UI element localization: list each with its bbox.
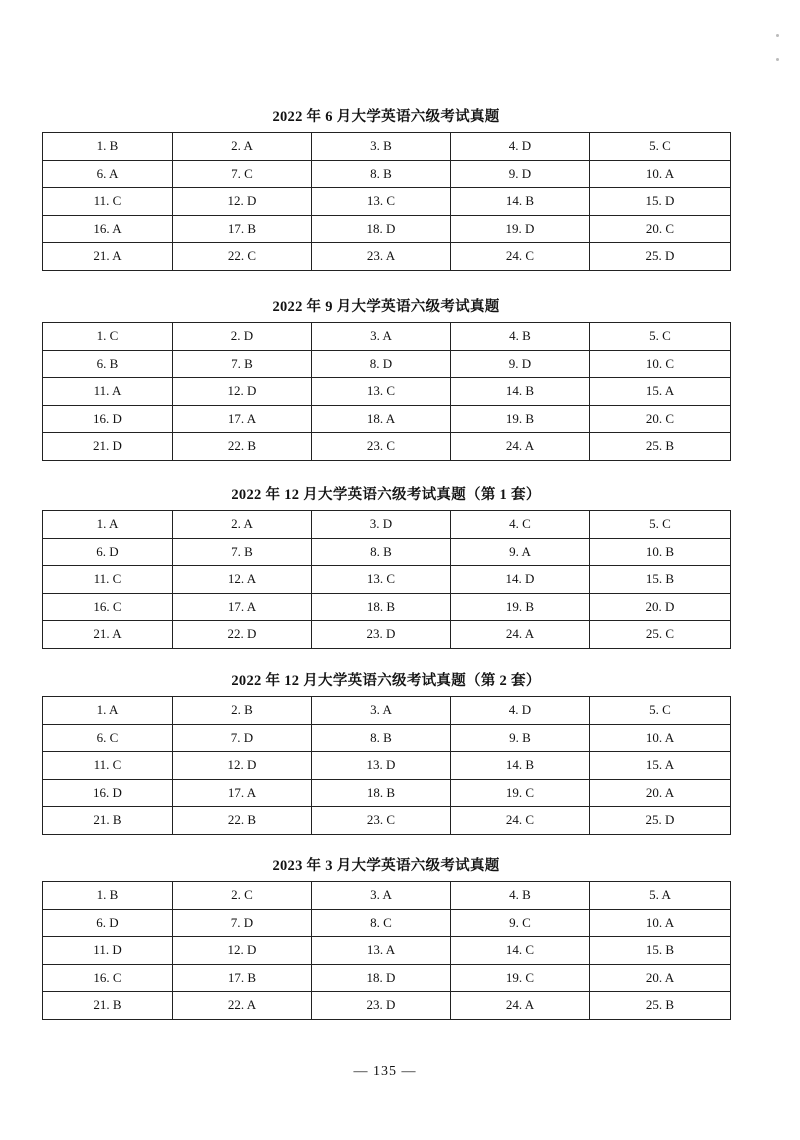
answer-cell: 10. B [590, 538, 731, 566]
answer-cell: 11. D [43, 937, 173, 965]
answer-cell: 11. C [43, 752, 173, 780]
answer-cell: 4. D [451, 133, 590, 161]
answer-cell: 19. C [451, 779, 590, 807]
answer-cell: 17. B [173, 964, 312, 992]
answer-cell: 1. A [43, 697, 173, 725]
answer-cell: 9. D [451, 350, 590, 378]
answer-cell: 4. B [451, 882, 590, 910]
answer-cell: 25. B [590, 433, 731, 461]
answer-cell: 5. C [590, 133, 731, 161]
answer-cell: 9. B [451, 724, 590, 752]
answer-cell: 12. D [173, 752, 312, 780]
answer-cell: 2. B [173, 697, 312, 725]
answer-cell: 5. C [590, 511, 731, 539]
answer-cell: 23. A [312, 243, 451, 271]
answer-cell: 2. C [173, 882, 312, 910]
answer-cell: 10. A [590, 160, 731, 188]
answer-cell: 25. D [590, 243, 731, 271]
section-title: 2022 年 12 月大学英语六级考试真题（第 1 套） [231, 487, 541, 503]
answer-cell: 5. A [590, 882, 731, 910]
answer-cell: 20. D [590, 593, 731, 621]
answer-cell: 20. C [590, 405, 731, 433]
answer-cell: 8. B [312, 538, 451, 566]
answer-table [42, 510, 731, 649]
answer-cell: 11. C [43, 566, 173, 594]
answer-cell: 1. B [43, 133, 173, 161]
answer-cell: 10. A [590, 724, 731, 752]
answer-cell: 17. A [173, 779, 312, 807]
answer-cell: 24. C [451, 243, 590, 271]
section-title: 2022 年 9 月大学英语六级考试真题 [272, 299, 500, 315]
answer-cell: 11. C [43, 188, 173, 216]
answer-cell: 3. B [312, 133, 451, 161]
table-row [43, 511, 731, 539]
answer-table [42, 881, 731, 1020]
answer-cell: 6. C [43, 724, 173, 752]
page-number: — 135 — [353, 1064, 417, 1079]
answer-cell: 7. B [173, 350, 312, 378]
answer-cell: 1. A [43, 511, 173, 539]
answer-cell: 20. A [590, 779, 731, 807]
answer-cell: 23. D [312, 992, 451, 1020]
table-row [43, 350, 731, 378]
answer-table [42, 696, 731, 835]
answer-cell: 21. B [43, 992, 173, 1020]
table-row [43, 566, 731, 594]
table-row [43, 405, 731, 433]
answer-cell: 22. D [173, 621, 312, 649]
answer-cell: 5. C [590, 697, 731, 725]
table-row [43, 538, 731, 566]
answer-cell: 24. A [451, 433, 590, 461]
answer-cell: 16. D [43, 405, 173, 433]
answer-cell: 8. D [312, 350, 451, 378]
answer-cell: 15. B [590, 937, 731, 965]
table-row [43, 909, 731, 937]
answer-cell: 23. D [312, 621, 451, 649]
answer-cell: 9. A [451, 538, 590, 566]
answer-cell: 18. B [312, 779, 451, 807]
answer-cell: 22. B [173, 433, 312, 461]
answer-cell: 22. B [173, 807, 312, 835]
table-row [43, 937, 731, 965]
answer-cell: 8. B [312, 724, 451, 752]
answer-cell: 22. C [173, 243, 312, 271]
table-row [43, 133, 731, 161]
table-row [43, 378, 731, 406]
answer-cell: 10. A [590, 909, 731, 937]
table-row [43, 964, 731, 992]
answer-cell: 20. C [590, 215, 731, 243]
section-title: 2022 年 6 月大学英语六级考试真题 [272, 109, 500, 125]
answer-cell: 4. B [451, 323, 590, 351]
answer-cell: 8. C [312, 909, 451, 937]
answer-cell: 23. C [312, 433, 451, 461]
answer-cell: 9. D [451, 160, 590, 188]
answer-cell: 13. D [312, 752, 451, 780]
answer-cell: 17. A [173, 593, 312, 621]
answer-cell: 1. B [43, 882, 173, 910]
answer-cell: 14. B [451, 188, 590, 216]
table-row [43, 807, 731, 835]
answer-cell: 18. D [312, 215, 451, 243]
answer-cell: 14. B [451, 378, 590, 406]
answer-cell: 16. C [43, 964, 173, 992]
answer-cell: 18. D [312, 964, 451, 992]
answer-cell: 7. D [173, 909, 312, 937]
answer-cell: 10. C [590, 350, 731, 378]
answer-cell: 3. A [312, 323, 451, 351]
table-row [43, 724, 731, 752]
answer-cell: 25. D [590, 807, 731, 835]
answer-cell: 7. C [173, 160, 312, 188]
answer-cell: 21. A [43, 621, 173, 649]
answer-cell: 13. C [312, 378, 451, 406]
answer-cell: 21. D [43, 433, 173, 461]
answer-section-2022-12-set2 [42, 670, 730, 835]
answer-cell: 12. D [173, 188, 312, 216]
answer-cell: 21. B [43, 807, 173, 835]
answer-cell: 3. D [312, 511, 451, 539]
answer-cell: 21. A [43, 243, 173, 271]
section-title: 2023 年 3 月大学英语六级考试真题 [272, 858, 500, 874]
table-row [43, 160, 731, 188]
answer-cell: 16. D [43, 779, 173, 807]
answer-cell: 15. B [590, 566, 731, 594]
table-row [43, 779, 731, 807]
answer-cell: 15. A [590, 752, 731, 780]
answer-table [42, 322, 731, 461]
answer-cell: 25. B [590, 992, 731, 1020]
answer-cell: 3. A [312, 882, 451, 910]
answer-cell: 11. A [43, 378, 173, 406]
answer-cell: 14. B [451, 752, 590, 780]
answer-cell: 13. A [312, 937, 451, 965]
answer-cell: 2. A [173, 133, 312, 161]
table-row [43, 323, 731, 351]
answer-cell: 17. A [173, 405, 312, 433]
answer-cell: 19. D [451, 215, 590, 243]
table-row [43, 243, 731, 271]
answer-cell: 9. C [451, 909, 590, 937]
answer-table [42, 132, 731, 271]
answer-cell: 2. A [173, 511, 312, 539]
table-row [43, 992, 731, 1020]
answer-cell: 13. C [312, 188, 451, 216]
answer-cell: 6. A [43, 160, 173, 188]
answer-cell: 5. C [590, 323, 731, 351]
answer-cell: 12. D [173, 378, 312, 406]
scan-speck [776, 58, 779, 61]
answer-cell: 4. D [451, 697, 590, 725]
answer-cell: 13. C [312, 566, 451, 594]
answer-cell: 19. C [451, 964, 590, 992]
answer-cell: 6. D [43, 538, 173, 566]
table-row [43, 215, 731, 243]
table-row [43, 697, 731, 725]
answer-cell: 4. C [451, 511, 590, 539]
table-row [43, 188, 731, 216]
answer-cell: 6. D [43, 909, 173, 937]
answer-cell: 19. B [451, 593, 590, 621]
answer-cell: 12. D [173, 937, 312, 965]
scan-speck [776, 34, 779, 37]
answer-cell: 15. A [590, 378, 731, 406]
answer-cell: 20. A [590, 964, 731, 992]
answer-cell: 24. A [451, 621, 590, 649]
answer-cell: 1. C [43, 323, 173, 351]
answer-cell: 23. C [312, 807, 451, 835]
answer-cell: 15. D [590, 188, 731, 216]
answer-cell: 18. A [312, 405, 451, 433]
table-row [43, 882, 731, 910]
table-row [43, 621, 731, 649]
answer-cell: 17. B [173, 215, 312, 243]
table-row [43, 433, 731, 461]
answer-section-2022-06 [42, 106, 730, 271]
answer-cell: 25. C [590, 621, 731, 649]
answer-cell: 2. D [173, 323, 312, 351]
answer-section-2023-03 [42, 855, 730, 1020]
answer-cell: 12. A [173, 566, 312, 594]
answer-cell: 19. B [451, 405, 590, 433]
answer-section-2022-09 [42, 296, 730, 461]
answer-cell: 7. D [173, 724, 312, 752]
answer-cell: 8. B [312, 160, 451, 188]
table-row [43, 593, 731, 621]
answer-cell: 24. C [451, 807, 590, 835]
answer-cell: 6. B [43, 350, 173, 378]
answer-cell: 14. C [451, 937, 590, 965]
answer-cell: 3. A [312, 697, 451, 725]
answer-cell: 16. A [43, 215, 173, 243]
table-row [43, 752, 731, 780]
answer-cell: 18. B [312, 593, 451, 621]
answer-section-2022-12-set1 [42, 484, 730, 649]
answer-cell: 14. D [451, 566, 590, 594]
answer-cell: 24. A [451, 992, 590, 1020]
answer-cell: 16. C [43, 593, 173, 621]
answer-cell: 7. B [173, 538, 312, 566]
answer-cell: 22. A [173, 992, 312, 1020]
section-title: 2022 年 12 月大学英语六级考试真题（第 2 套） [231, 673, 541, 689]
